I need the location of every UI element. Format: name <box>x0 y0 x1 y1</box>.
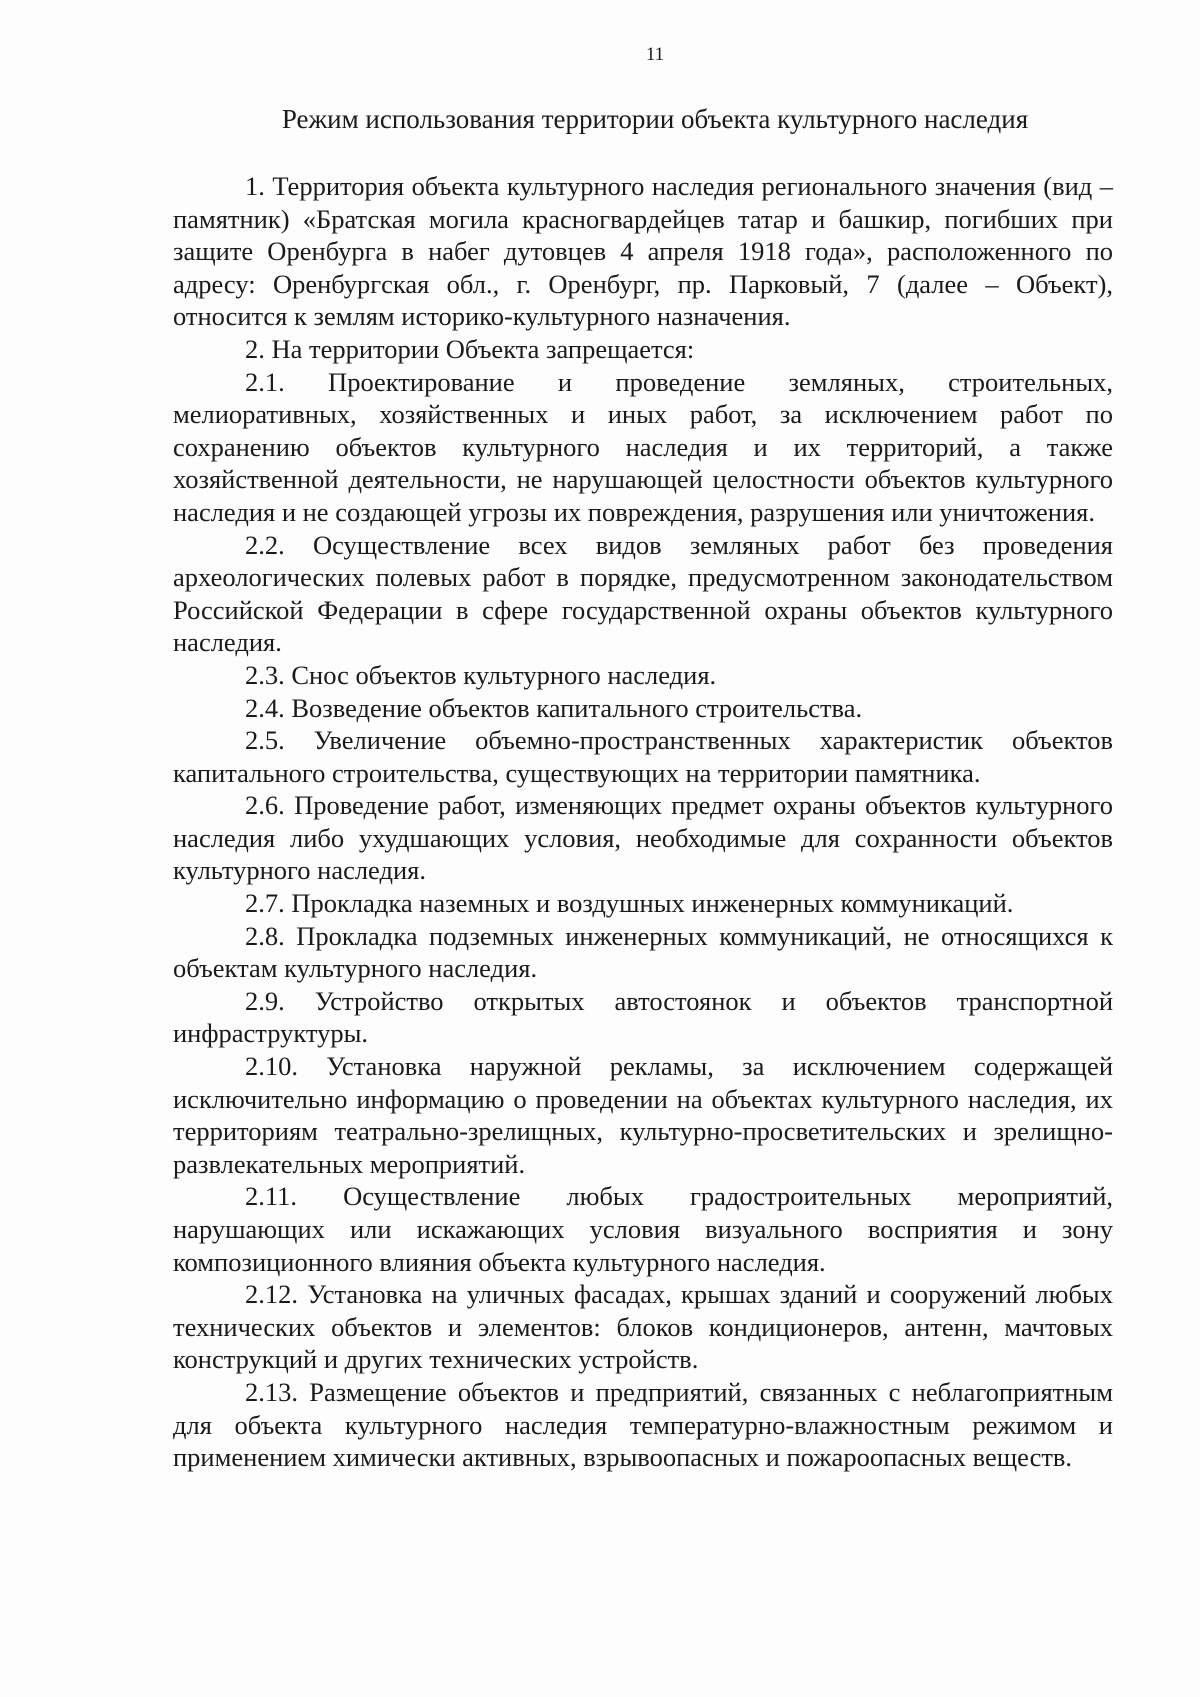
paragraph-2-6: 2.6. Проведение работ, изменяющих предмет охраны объектов культурного наследия либо ухудшающих условия, необходимые для сохранности объектов культурного наследия. <box>173 790 1113 886</box>
document-body <box>173 170 1113 1474</box>
page-number: 11 <box>645 44 665 65</box>
paragraph-2-5: 2.5. Увеличение объемно-пространственных характеристик объектов капитального строительства, существующих на территории памятника. <box>173 725 1113 788</box>
paragraph-2: 2. На территории Объекта запрещается: <box>245 333 695 364</box>
paragraph-2-7: 2.7. Прокладка наземных и воздушных инженерных коммуникаций. <box>245 888 1014 919</box>
paragraph-2-11: 2.11. Осуществление любых градостроительных мероприятий, нарушающих или искажающих условия визуального восприятия и зону композиционного влияния объекта культурного наследия. <box>173 1181 1113 1277</box>
paragraph-2-13: 2.13. Размещение объектов и предприятий, связанных с неблагоприятным для объекта культурного наследия температурно-влажностным режимом и применением химически активных, взрывоопасных и пожароопасных веществ. <box>173 1376 1113 1473</box>
document-title: Режим использования территории объекта культурного наследия <box>281 104 1029 134</box>
paragraph-2-8: 2.8. Прокладка подземных инженерных коммуникаций, не относящихся к объектам культурного наследия. <box>173 920 1113 984</box>
paragraph-2-4: 2.4. Возведение объектов капитального строительства. <box>245 692 863 723</box>
paragraph-2-12: 2.12. Установка на уличных фасадах, крышах зданий и сооружений любых технических объектов и элементов: блоков кондиционеров, антенн, мачтовых конструкций и других технических устройств. <box>173 1279 1113 1375</box>
paragraph-2-3: 2.3. Снос объектов культурного наследия. <box>245 659 717 690</box>
paragraph-2-1: 2.1. Проектирование и проведение земляных, строительных, мелиоративных, хозяйственных и иных работ, за исключением работ по сохранению объектов культурного наследия и их территорий, а также хозяйственной деятельности, не нарушающей целостности объектов культурного наследия и не создающей угрозы их повреждения, разрушения или уничтожения. <box>173 366 1113 527</box>
paragraph-2-2: 2.2. Осуществление всех видов земляных работ без проведения археологических полевых работ в порядке, предусмотренном законодательством Российской Федерации в сфере государственной охраны объектов культурного наследия. <box>173 529 1113 658</box>
paragraph-2-10: 2.10. Установка наружной рекламы, за исключением содержащей исключительно информацию о проведении на объектах культурного наследия, их территориям театрально-зрелищных, культурно-просветительских и зрелищно-развлекательных мероприятий. <box>173 1051 1113 1179</box>
paragraph-1: 1. Территория объекта культурного наследия регионального значения (вид – памятник) «Братская могила красногвардейцев татар и башкир, погибших при защите Оренбурга в набег дутовцев 4 апреля 1918 года», расположенного по адресу: Оренбургская обл., г. Оренбург, пр. Парковый, 7 (далее – Объект), относится к землям историко-культурного назначения. <box>173 171 1113 332</box>
paragraph-2-9: 2.9. Устройство открытых автостоянок и объектов транспортной инфраструктуры. <box>173 985 1113 1049</box>
